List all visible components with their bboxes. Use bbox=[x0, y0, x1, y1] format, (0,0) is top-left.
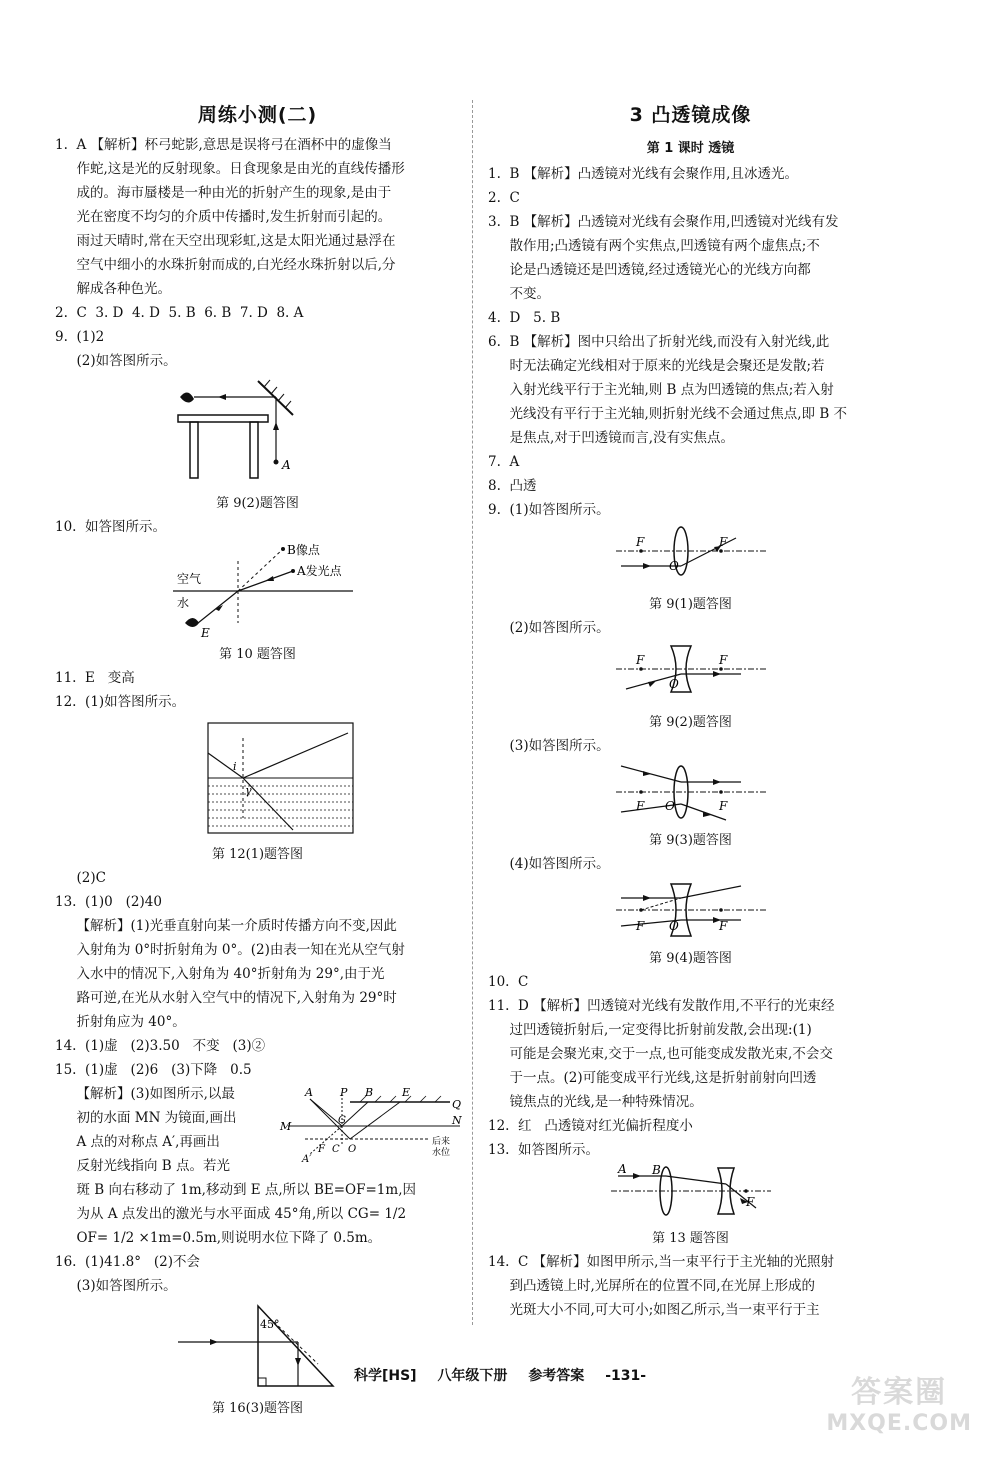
fig15-o: O bbox=[348, 1144, 357, 1155]
footer-subject: 科学[HS] bbox=[353, 1368, 417, 1384]
fig10-caption: 第 10 题答图 bbox=[219, 647, 296, 662]
fig15-later: 后来 bbox=[432, 1137, 451, 1147]
answer-line: 13. 如答图所示。 bbox=[488, 1142, 600, 1158]
q9-2-text: (2)如答图所示。 bbox=[488, 620, 610, 636]
fig15-c: C bbox=[332, 1144, 340, 1155]
q15-text bbox=[55, 1082, 285, 1178]
fig15-n: N bbox=[452, 1114, 462, 1127]
fig15-a: A bbox=[305, 1086, 313, 1099]
fig15-b: B bbox=[365, 1086, 374, 1099]
footer-answers: 参考答案 bbox=[528, 1368, 585, 1384]
fig13-caption: 第 13 题答图 bbox=[652, 1231, 729, 1246]
footer-page-number: -131- bbox=[605, 1368, 647, 1384]
fig16-caption: 第 16(3)题答图 bbox=[211, 1401, 304, 1416]
answer-line: 11. D 【解析】凹透镜对光线有发散作用,不平行的光束经 bbox=[488, 998, 835, 1014]
q9-4-text: (4)如答图所示。 bbox=[488, 856, 610, 872]
answer-line: (2)C bbox=[55, 870, 106, 886]
fig91-o: O bbox=[668, 559, 679, 573]
fig15-p: P bbox=[340, 1086, 348, 1099]
fig9-caption: 第 9(2)题答图 bbox=[216, 496, 299, 511]
watermark-logo bbox=[826, 1367, 972, 1436]
fig12-caption: 第 12(1)题答图 bbox=[211, 847, 304, 862]
fig13-f: F bbox=[745, 1195, 754, 1209]
fig9-label-a: A bbox=[281, 458, 291, 472]
left-answers-block-2 bbox=[55, 866, 460, 1082]
fig15-g: G bbox=[338, 1115, 346, 1126]
answer-line: 3. B 【解析】凸透镜对光线有会聚作用,凹透镜对光线有发 bbox=[488, 214, 839, 230]
fig10-a-label: A发光点 bbox=[296, 564, 342, 578]
answer-line: 10. C bbox=[488, 974, 529, 990]
answer-line: 斑 B 向右移动了 1m,移动到 E 点,所以 BE=OF=1m,因 bbox=[55, 1182, 416, 1198]
fig92-f-right: F bbox=[718, 653, 727, 667]
fig12-i-label: i bbox=[232, 760, 237, 773]
answer-line: 雨过天晴时,常在天空出现彩虹,这是太阳光通过悬浮在 bbox=[55, 233, 396, 249]
answer-line: 为从 A 点发出的激光与水平面成 45°角,所以 CG= 1/2 bbox=[55, 1206, 407, 1222]
fig92-caption: 第 9(2)题答图 bbox=[649, 715, 732, 730]
answer-line: (3)如答图所示。 bbox=[55, 1278, 177, 1294]
answer-line: 12. 红 凸透镜对红光偏折程度小 bbox=[488, 1118, 693, 1134]
answer-line: 解成各种色光。 bbox=[55, 281, 171, 297]
answer-line: 9. (1)如答图所示。 bbox=[488, 502, 610, 518]
answer-line: 8. 凸透 bbox=[488, 478, 537, 494]
answer-line: 15. (1)虚 (2)6 (3)下降 0.5 bbox=[55, 1062, 252, 1078]
answer-line: 4. D 5. B bbox=[488, 310, 561, 326]
right-subtitle: 第 1 课时 透镜 bbox=[646, 141, 735, 156]
fig13-a: A bbox=[617, 1162, 627, 1176]
fig16-angle: 45° bbox=[259, 1318, 279, 1331]
fig94-caption: 第 9(4)题答图 bbox=[649, 951, 732, 966]
answer-line: OF= 1/2 ×1m=0.5m,则说明水位下降了 0.5m。 bbox=[55, 1230, 382, 1246]
answer-line: 镜焦点的光线,是一种特殊情况。 bbox=[488, 1094, 703, 1110]
fig15-q: Q bbox=[452, 1098, 462, 1111]
fig91-f-right: F bbox=[718, 535, 727, 549]
answer-line: 时无法确定光线相对于原来的光线是会聚还是发散;若 bbox=[488, 358, 825, 374]
fig93-caption: 第 9(3)题答图 bbox=[649, 833, 732, 848]
answer-line: 散作用;凸透镜有两个实焦点,凹透镜有两个虚焦点;不 bbox=[488, 238, 820, 254]
q10-text: 10. 如答图所示。 bbox=[55, 519, 167, 535]
watermark-line-1: 答案圈 bbox=[851, 1375, 948, 1410]
fig10-b-label: B像点 bbox=[286, 543, 320, 557]
fig91-f-left: F bbox=[635, 535, 644, 549]
answer-line: 1. B 【解析】凸透镜对光线有会聚作用,且冰透光。 bbox=[488, 166, 798, 182]
answer-line: 于一点。(2)可能变成平行光线,这是折射前射向凹透 bbox=[488, 1070, 817, 1086]
q11-text: 11. E 变高 bbox=[55, 670, 135, 686]
q15-explanation bbox=[55, 1082, 460, 1178]
answer-line: 是焦点,对于凹透镜而言,没有实焦点。 bbox=[488, 430, 735, 446]
answer-line: 2. C bbox=[488, 190, 520, 206]
q15-16-text bbox=[55, 1178, 460, 1298]
fig93-f-right: F bbox=[718, 799, 727, 813]
answer-line: 路可逆,在光从水射入空气中的情况下,入射角为 29°时 bbox=[55, 990, 397, 1006]
answer-line: 7. A bbox=[488, 454, 520, 470]
answer-line: 【解析】(3)如图所示,以最 bbox=[55, 1086, 235, 1102]
fig94-o: O bbox=[668, 919, 679, 933]
fig93-f-left: F bbox=[635, 799, 644, 813]
figure-9-4 bbox=[488, 880, 893, 946]
answer-line: 作蛇,这是光的反射现象。日食现象是由光的直线传播形 bbox=[55, 161, 405, 177]
answer-line: 入水中的情况下,入射角为 40°折射角为 29°,由于光 bbox=[55, 966, 385, 982]
answer-line: 光线没有平行于主光轴,则折射光线不会通过焦点,即 B 不 bbox=[488, 406, 848, 422]
answer-line: 14. C 【解析】如图甲所示,当一束平行于主光轴的光照射 bbox=[488, 1254, 834, 1270]
fig12-g-label: γ bbox=[244, 784, 252, 797]
fig15-m: M bbox=[280, 1120, 292, 1133]
figure-12-1 bbox=[55, 718, 460, 842]
right-answers-block-3 bbox=[488, 1250, 893, 1322]
figure-9-1 bbox=[488, 526, 893, 592]
fig10-water-label: 水 bbox=[176, 596, 189, 610]
fig92-f-left: F bbox=[635, 653, 644, 667]
answer-line: 可能是会聚光束,交于一点,也可能变成发散光束,不会交 bbox=[488, 1046, 833, 1062]
answer-line: 空气中细小的水珠折射而成的,白光经水珠折射以后,分 bbox=[55, 257, 396, 273]
figure-9-2 bbox=[55, 377, 460, 491]
right-column bbox=[488, 100, 893, 1322]
fig10-e-label: E bbox=[200, 626, 210, 640]
answer-line: 入射光线平行于主光轴,则 B 点为凹透镜的焦点;若入射 bbox=[488, 382, 834, 398]
answer-line: 光斑大小不同,可大可小;如图乙所示,当一束平行于主 bbox=[488, 1302, 820, 1318]
fig94-f-left: F bbox=[635, 919, 644, 933]
answer-line: 13. (1)0 (2)40 bbox=[55, 894, 162, 910]
fig92-o: O bbox=[668, 677, 679, 691]
left-column bbox=[55, 100, 460, 1420]
figure-9-3 bbox=[488, 762, 893, 828]
answer-line: 9. (1)2 bbox=[55, 329, 105, 345]
answer-line: 光在密度不均匀的介质中传播时,发生折射而引起的。 bbox=[55, 209, 392, 225]
q9-3-text: (3)如答图所示。 bbox=[488, 738, 610, 754]
fig10-air-label: 空气 bbox=[176, 572, 201, 586]
right-answers-block-1 bbox=[488, 162, 893, 522]
answer-line: A 点的对称点 A′,再画出 bbox=[55, 1134, 220, 1150]
fig91-caption: 第 9(1)题答图 bbox=[649, 597, 732, 612]
footer-grade: 八年级下册 bbox=[437, 1368, 508, 1384]
fig15-a2: A′ bbox=[302, 1154, 312, 1165]
answer-line: 初的水面 MN 为镜面,画出 bbox=[55, 1110, 237, 1126]
right-title: 3 凸透镜成像 bbox=[629, 104, 752, 126]
answer-line: (2)如答图所示。 bbox=[55, 353, 177, 369]
fig15-level: 水位 bbox=[432, 1148, 451, 1158]
q12-text: 12. (1)如答图所示。 bbox=[55, 694, 186, 710]
answer-line: 不变。 bbox=[488, 286, 550, 302]
fig94-f-right: F bbox=[718, 919, 727, 933]
answer-line: 16. (1)41.8° (2)不会 bbox=[55, 1254, 200, 1270]
left-title: 周练小测(二) bbox=[197, 104, 318, 126]
left-answers-block-1 bbox=[55, 133, 460, 373]
answer-line: 折射角应为 40°。 bbox=[55, 1014, 186, 1030]
answer-line: 过凹透镜折射后,一定变得比折射前发散,会出现:(1) bbox=[488, 1022, 812, 1038]
figure-10 bbox=[55, 543, 460, 642]
answer-line: 入射角为 0°时折射角为 0°。(2)由表一知在光从空气射 bbox=[55, 942, 405, 958]
answer-line: 到凸透镜上时,光屏所在的位置不同,在光屏上形成的 bbox=[488, 1278, 816, 1294]
answer-line: 14. (1)虚 (2)3.50 不变 (3)② bbox=[55, 1038, 266, 1054]
answer-line: 6. B 【解析】图中只给出了折射光线,而没有入射光线,此 bbox=[488, 334, 830, 350]
right-answers-block-2 bbox=[488, 970, 893, 1162]
figure-13 bbox=[488, 1162, 893, 1226]
answer-line: 1. A 【解析】杯弓蛇影,意思是误将弓在酒杯中的虚像当 bbox=[55, 137, 392, 153]
answer-line: 2. C 3. D 4. D 5. B 6. B 7. D 8. A bbox=[55, 305, 304, 321]
answer-line: 论是凸透镜还是凹透镜,经过透镜光心的光线方向都 bbox=[488, 262, 811, 278]
fig15-e: E bbox=[402, 1086, 411, 1099]
fig93-o: O bbox=[664, 799, 675, 813]
fig15-f: F bbox=[318, 1144, 325, 1155]
answer-line: 成的。海市蜃楼是一种由光的折射产生的现象,是由于 bbox=[55, 185, 392, 201]
watermark-line-2: MXQE.COM bbox=[826, 1411, 972, 1436]
fig13-b: B bbox=[651, 1163, 661, 1177]
figure-9-2-right bbox=[488, 644, 893, 710]
column-divider bbox=[472, 100, 473, 1325]
answer-line: 反射光线指向 B 点。若光 bbox=[55, 1158, 230, 1174]
answer-line: 【解析】(1)光垂直射向某一介质时传播方向不变,因此 bbox=[55, 918, 397, 934]
